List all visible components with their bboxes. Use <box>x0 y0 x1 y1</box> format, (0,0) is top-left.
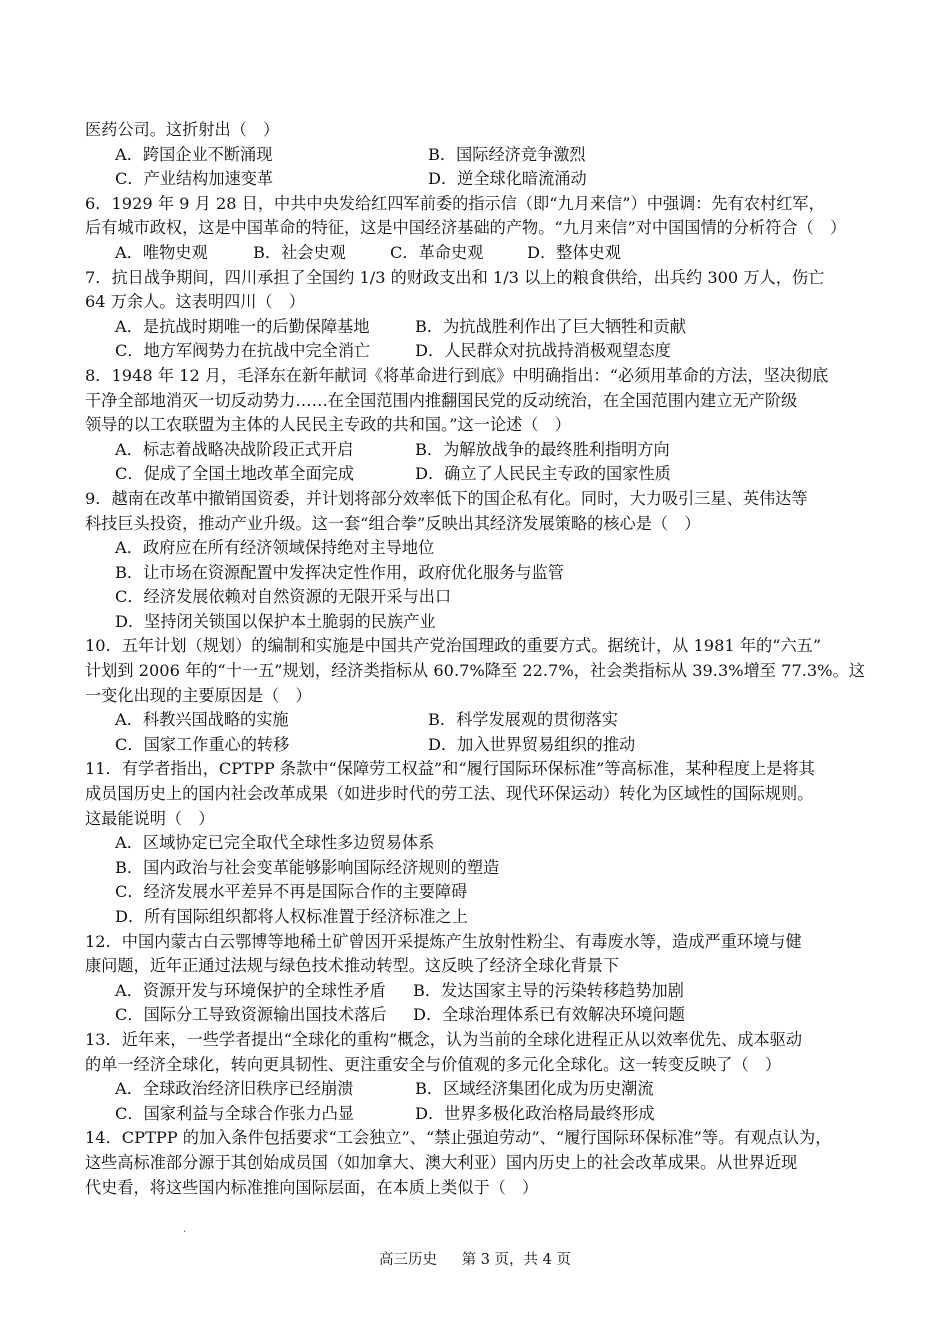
option-b: B．为解放战争的最终胜利指明方向 <box>415 439 670 459</box>
option-b: B．国际经济竞争激烈 <box>428 144 586 164</box>
question-9 <box>85 487 865 635</box>
option-d: D．坚持闭关锁国以保护本土脆弱的民族产业 <box>115 611 436 631</box>
question-14 <box>85 1126 865 1200</box>
question-text: 6．1929 年 9 月 28 日，中共中央发给红四军前委的指示信（即“九月来信”）中强调：先有农村红军， <box>85 193 825 213</box>
option-d: D．所有国际组织都将人权标准置于经济标准之上 <box>115 907 468 926</box>
question-text: 8．1948 年 12 月，毛泽东在新年献词《将革命进行到底》中明确指出：“必须用革命的方法，坚决彻底 <box>85 365 829 385</box>
option-b: B．社会史观 <box>253 242 346 262</box>
option-c: C．经济发展水平差异不再是国际合作的主要障碍 <box>115 882 468 902</box>
option-a: A．跨国企业不断涌现 <box>115 144 273 164</box>
option-a: A．科教兴国战略的实施 <box>115 710 289 730</box>
option-c: C．国际分工导致资源输出国技术落后 <box>115 1005 387 1025</box>
question-text: 10．五年计划（规划）的编制和实施是中国共产党治国理政的重要方式。据统计，从 1981 年的“六五” <box>85 636 822 656</box>
question-text: 64 万余人。这表明四川（ ） <box>85 292 305 312</box>
option-b: B．发达国家主导的污染转移趋势加剧 <box>413 980 684 1000</box>
question-13 <box>85 1028 865 1126</box>
question-text: 医药公司。这折射出（ ） <box>85 120 280 139</box>
option-b: B．科学发展观的贯彻落实 <box>428 710 618 730</box>
question-5 <box>85 118 865 192</box>
option-d: D．人民群众对抗战持消极观望态度 <box>415 341 671 361</box>
exam-page <box>85 118 865 1200</box>
footer-page-number: 第 3 页，共 4 页 <box>461 1252 571 1268</box>
question-6 <box>85 192 865 266</box>
option-d: D．加入世界贸易组织的推动 <box>428 734 636 754</box>
question-7 <box>85 266 865 364</box>
option-b: B．国内政治与社会变革能够影响国际经济规则的塑造 <box>115 857 500 877</box>
option-c: C．国家工作重心的转移 <box>115 734 290 754</box>
footer-subject: 高三历史 <box>379 1252 437 1268</box>
option-d: D．世界多极化政治格局最终形成 <box>415 1103 655 1123</box>
option-d: D．确立了人民民主专政的国家性质 <box>415 464 671 484</box>
option-c: C．国家利益与全球合作张力凸显 <box>115 1103 355 1123</box>
question-10 <box>85 634 865 757</box>
question-text: 领导的以工农联盟为主体的人民民主专政的共和国。”这一论述（ ） <box>85 415 571 435</box>
option-b: B．为抗战胜利作出了巨大牺牲和贡献 <box>415 316 686 336</box>
option-a: A．是抗战时期唯一的后勤保障基地 <box>115 316 370 336</box>
option-c: C．经济发展依赖对自然资源的无限开采与出口 <box>115 587 452 607</box>
question-text: 13．近年来，一些学者提出“全球化的重构”概念，认为当前的全球化进程正从以效率优先、成本驱动 <box>85 1029 803 1049</box>
option-c: C．产业结构加速变革 <box>115 169 274 189</box>
question-text: 科技巨头投资，推动产业升级。这一套“组合拳”反映出其经济发展策略的核心是（ ） <box>85 513 701 533</box>
option-a: A．唯物史观 <box>115 242 208 262</box>
question-text: 一变化出现的主要原因是（ ） <box>85 685 312 705</box>
question-text: 这最能说明（ ） <box>85 808 215 828</box>
question-text: 这些高标准部分源于其创始成员国（如加拿大、澳大利亚）国内历史上的社会改革成果。从世界近现 <box>85 1152 798 1172</box>
option-d: D．全球治理体系已有效解决环境问题 <box>413 1005 685 1025</box>
option-a: A．全球政治经济旧秩序已经崩溃 <box>115 1079 354 1099</box>
question-text: 14．CPTPP 的加入条件包括要求“工会独立”、“禁止强迫劳动”、“履行国际环保标准”等。有观点认为， <box>85 1128 832 1148</box>
question-text: 11．有学者指出，CPTPP 条款中“保障劳工权益”和“履行国际环保标准”等高标准，某种程度上是将其 <box>85 759 815 779</box>
option-a: A．资源开发与环境保护的全球性矛盾 <box>115 980 386 1000</box>
option-b: B．区域经济集团化成为历史潮流 <box>415 1079 654 1099</box>
question-text: 12．中国内蒙古白云鄂博等地稀土矿曾因开采提炼产生放射性粉尘、有毒废水等，造成严重环境与健 <box>85 931 802 951</box>
stray-mark: · <box>183 1227 187 1238</box>
option-a: A．区域协定已完全取代全球性多边贸易体系 <box>115 833 435 853</box>
option-d: D．整体史观 <box>527 242 621 262</box>
question-text: 9．越南在改革中撤销国资委，并计划将部分效率低下的国企私有化。同时，大力吸引三星、英伟达等 <box>85 488 808 508</box>
option-c: C．促成了全国土地改革全面完成 <box>115 464 355 484</box>
question-11 <box>85 757 865 929</box>
option-b: B．让市场在资源配置中发挥决定性作用，政府优化服务与监管 <box>115 562 564 582</box>
option-c: C．地方军阀势力在抗战中完全消亡 <box>115 341 371 361</box>
question-text: 的单一经济全球化，转向更具韧性、更注重安全与价值观的多元化全球化。这一转变反映了（ ） <box>85 1054 782 1074</box>
question-text: 干净全部地消灭一切反动势力……在全国范围内推翻国民党的反动统治，在全国范围内建立无产阶级 <box>85 390 798 410</box>
option-c: C．革命史观 <box>390 242 484 262</box>
page-footer <box>0 1248 950 1269</box>
option-a: A．政府应在所有经济领域保持绝对主导地位 <box>115 538 435 558</box>
question-text: 计划到 2006 年的“十一五”规划，经济类指标从 60.7%降至 22.7%，社会类指标从 39.3%增至 77.3%。这 <box>85 661 865 681</box>
question-text: 后有城市政权，这是中国革命的特征，这是中国经济基础的产物。“九月来信”对中国国情的分析符合（ ） <box>85 218 847 238</box>
option-d: D．逆全球化暗流涌动 <box>428 169 587 189</box>
question-text: 康问题，近年正通过法规与绿色技术推动转型。这反映了经济全球化背景下 <box>85 956 620 976</box>
option-a: A．标志着战略决战阶段正式开启 <box>115 439 354 459</box>
question-8 <box>85 364 865 487</box>
question-text: 7．抗日战争期间，四川承担了全国约 1/3 的财政支出和 1/3 以上的粮食供给，出兵约 300 万人，伤亡 <box>85 267 825 287</box>
question-text: 成员国历史上的国内社会改革成果（如进步时代的劳工法、现代环保运动）转化为区域性的国际规则。 <box>85 784 814 804</box>
question-text: 代史看，将这些国内标准推向国际层面，在本质上类似于（ ） <box>85 1177 539 1197</box>
question-12 <box>85 930 865 1028</box>
